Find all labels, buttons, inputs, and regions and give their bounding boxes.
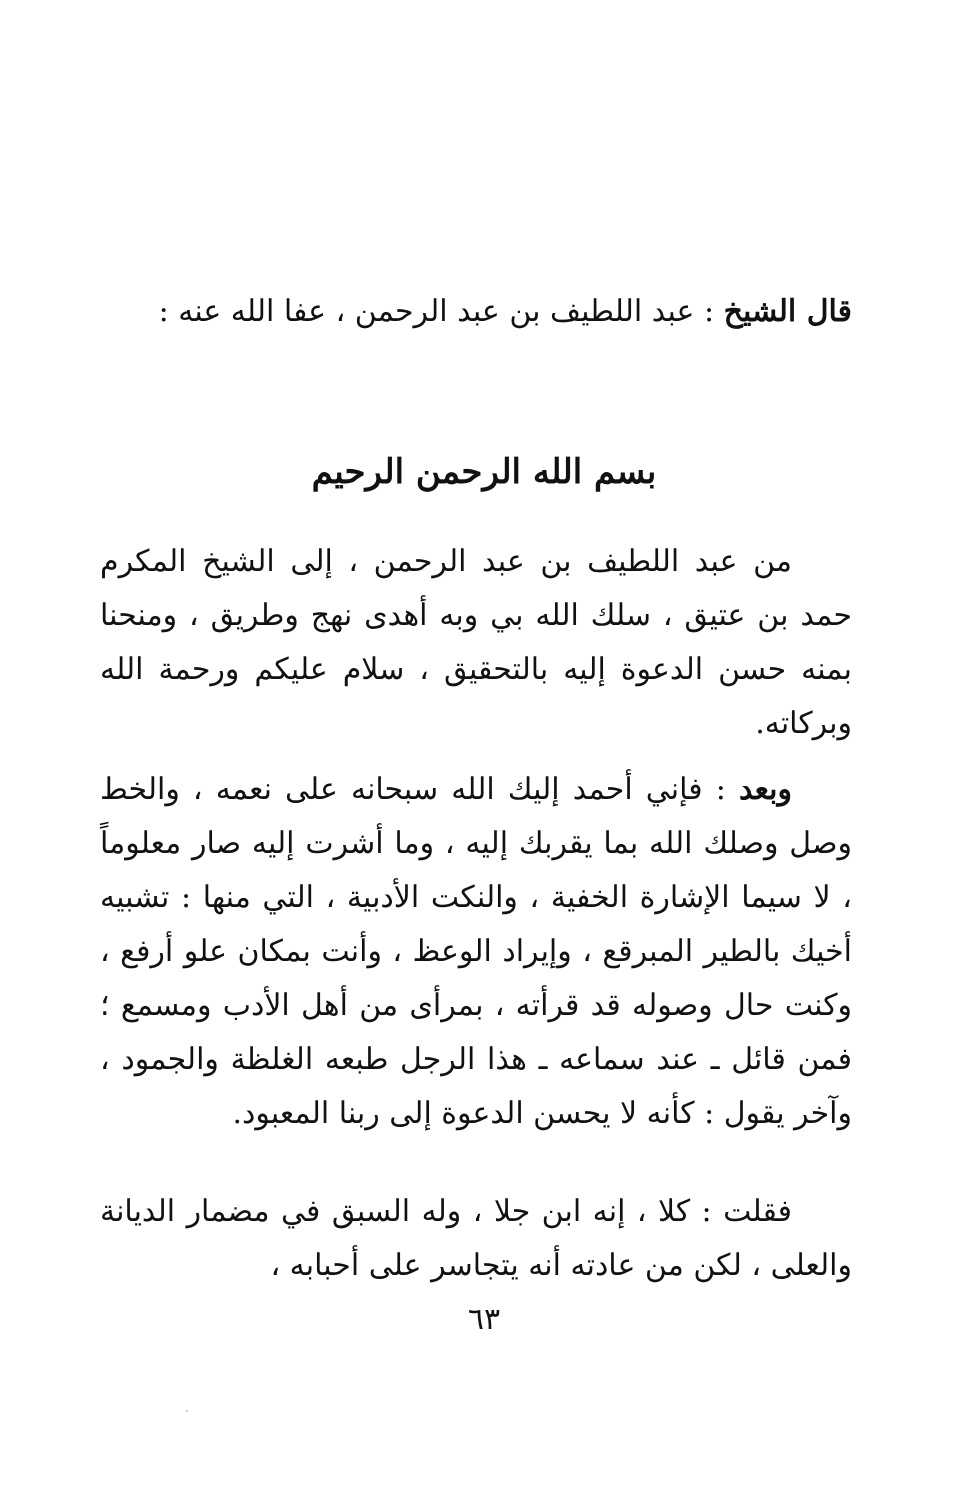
intro-text: : عبد اللطيف بن عبد الرحمن ، عفا الله عنه : [158,294,724,329]
paragraph-text: من عبد اللطيف بن عبد الرحمن ، إلى الشيخ المكرم حمد بن عتيق ، سلك الله بي وبه أهدى نهج وطريق ، ومنحنا بمنه حسن الدعوة إليه بالتحقيق ، سلام عليكم ورحمة الله وبركاته. [100,544,852,741]
paragraph-lead: وبعد [738,772,792,807]
scan-speck [186,1410,188,1412]
paragraph-main [100,763,852,1141]
intro-line [100,285,852,339]
paragraph-text: : فإني أحمد إليك الله سبحانه على نعمه ، والخط وصل وصلك الله بما يقربك إليه ، وما أشرت إليه صار معلوماً ، لا سيما الإشارة الخفية ، والنكت الأدبية ، التي منها : تشبيه أخيك بالطير المبرقع ، وإيراد الوعظ ، وأنت بمكان علو أرفع ، وكنت حال وصوله قد قرأته ، بمرأى من أهل الأدب ومسمع ؛ فمن قائل ـ عند سماعه ـ هذا الرجل طبعه الغلظة والجمود ، وآخر يقول : كأنه لا يحسن الدعوة إلى ربنا المعبود. [100,772,852,1131]
speaker-name: قال الشيخ [723,294,852,329]
page-number: ٦٣ [467,1302,501,1337]
basmala-heading: بسم الله الرحمن الرحيم [311,452,657,492]
paragraph-text: فقلت : كلا ، إنه ابن جلا ، وله السبق في مضمار الديانة والعلى ، لكن من عادته أنه يتجاسر على أحبابه ، [100,1194,852,1283]
paragraph-reply [100,1185,852,1293]
paragraph-greeting [100,535,852,751]
